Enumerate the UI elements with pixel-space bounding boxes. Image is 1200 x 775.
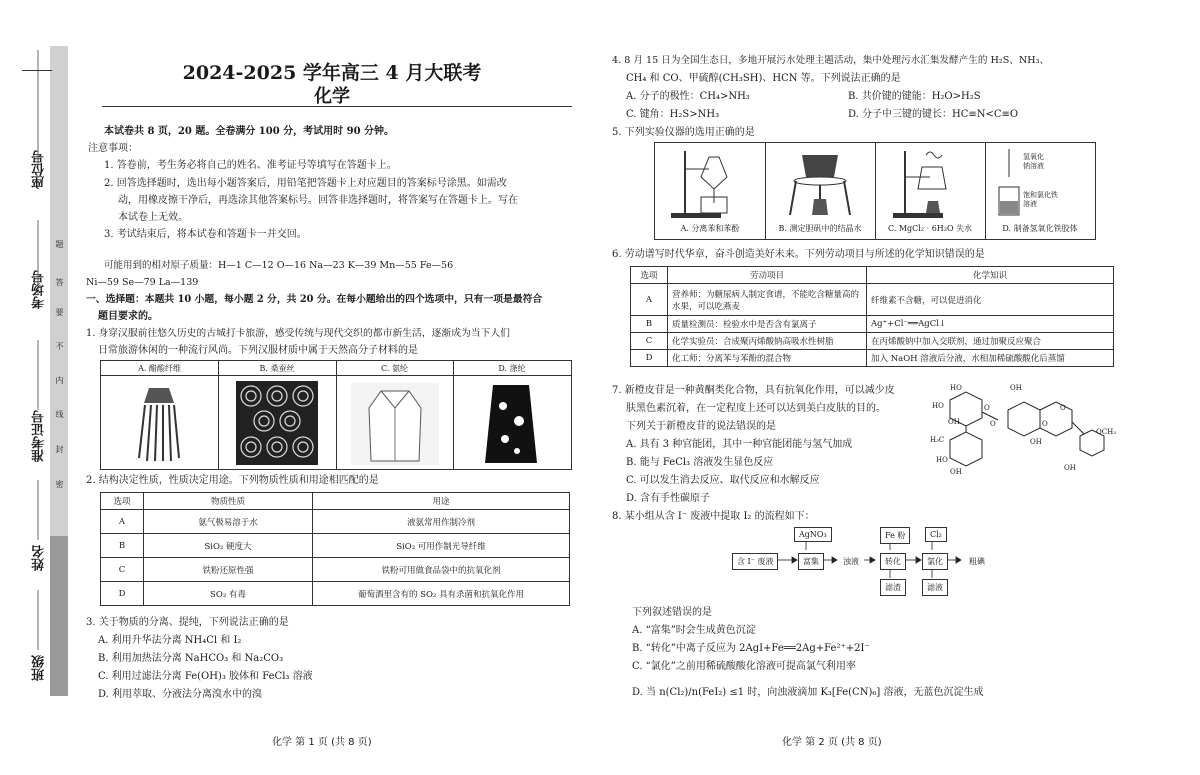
note-2: 2. 回答选择题时，选出每小题答案后，用铅笔把答题卡上对应题目的答案标号涂黑。如需改 <box>104 178 507 189</box>
q2-table <box>100 492 570 606</box>
atomic-masses-1: 可能用到的相对原子质量：H—1 C—12 O—16 Na—23 K—39 Mn—55 Fe—56 <box>104 260 454 271</box>
struct-label: HO <box>936 456 948 464</box>
q4-option-d: D. 分子中三键的键长：HC≡N<C≡O <box>848 109 1019 120</box>
note-3: 3. 考试结束后，将本试卷和答题卡一并交回。 <box>104 229 307 240</box>
q5-option-d: D. 制备氢氧化铁胶体 <box>1002 224 1078 233</box>
table-row <box>631 316 1114 333</box>
q1-option-c: C. 氨纶 <box>381 364 408 373</box>
table-cell: 质量检测员：检验水中是否含有氯离子 <box>668 316 867 333</box>
silk-image <box>236 381 318 465</box>
table-row <box>631 333 1114 350</box>
table-cell: 在丙烯酸钠中加入交联剂，通过加聚反应聚合 <box>867 333 1114 350</box>
flow-enrich: 富集 <box>798 553 824 570</box>
intro: 本试卷共 8 页，20 题。全卷满分 100 分，考试用时 90 分钟。 <box>104 126 395 137</box>
heating-apparatus-image <box>890 147 970 219</box>
q4-option-b: B. 共价键的键能：H₂O>H₂S <box>848 91 981 102</box>
table-cell: 纤维素不含糖，可以促进消化 <box>867 284 1114 316</box>
seal-char: 要 <box>55 308 64 316</box>
polyester-image <box>481 381 541 467</box>
struct-label: OH <box>948 418 960 426</box>
table-cell: 铁粉可用做食品袋中的抗氧化剂 <box>313 558 570 582</box>
table-row <box>101 534 570 558</box>
binding-lines <box>18 40 58 700</box>
q3-option-a: A. 利用升华法分离 NH₄Cl 和 I₂ <box>98 635 242 646</box>
struct-label: HO <box>950 384 962 392</box>
table-cell: SO₂ 有毒 <box>144 582 313 606</box>
table-header: 物质性质 <box>144 493 313 510</box>
table-header-row <box>631 267 1114 284</box>
q1-option-d: D. 涤纶 <box>498 364 526 373</box>
q7-option-d: D. 含有手性碳原子 <box>626 493 711 504</box>
section-1-header: 一、选择题：本题共 10 小题，每小题 2 分，共 20 分。在每小题给出的四个选项中，只有一项是最符合 <box>86 294 543 305</box>
table-cell: C <box>631 333 668 350</box>
table-row <box>101 582 570 606</box>
q4-stem-b: CH₄ 和 CO、甲硫醇(CH₃SH)、HCN 等。下列说法正确的是 <box>626 73 901 84</box>
seal-char: 封 <box>55 445 64 453</box>
q4-stem: 4. 8 月 15 日为全国生态日，多地开展污水处理主题活动，集中处理污水汇集发酵产生的 H₂S、NH₃、 <box>612 55 1050 66</box>
seal-char: 线 <box>55 410 64 418</box>
q8-option-b: B. “转化”中离子反应为 2AgI+Fe══2Ag+Fe²⁺+2I⁻ <box>632 643 870 654</box>
q8-option-d: D. 当 n(Cl₂)/n(FeI₂) ≤1 时，向浊液滴加 K₃[Fe(CN)₆] 溶液，无蓝色沉淀生成 <box>632 687 984 698</box>
table-cell: A <box>631 284 668 316</box>
binding-strip <box>0 0 80 775</box>
table-header: 选项 <box>101 493 144 510</box>
table-cell: 氨气极易溶于水 <box>144 510 313 534</box>
table-cell: Ag⁺+Cl⁻══AgCl↓ <box>867 316 1114 333</box>
table-cell: A <box>101 510 144 534</box>
q2-stem: 2. 结构决定性质，性质决定用途。下列物质性质和用途相匹配的是 <box>86 475 379 486</box>
table-cell: 铁粉还原性强 <box>144 558 313 582</box>
table-cell: 液氨常用作制冷剂 <box>313 510 570 534</box>
table-cell: B <box>101 534 144 558</box>
q8-question: 下列叙述错误的是 <box>632 607 712 618</box>
name-label: 姓名 <box>32 545 47 571</box>
q7-option-c: C. 可以发生消去反应、取代反应和水解反应 <box>626 475 820 486</box>
table-cell: 营养师：为糖尿病人制定食谱，不能吃含糖量高的水果，可以吃燕麦 <box>668 284 867 316</box>
table-cell: SiO₂ 硬度大 <box>144 534 313 558</box>
flow-cl2: Cl₂ <box>925 527 947 542</box>
table-cell: C <box>101 558 144 582</box>
note-1: 1. 答卷前，考生务必将自己的姓名、准考证号等填写在答题卡上。 <box>104 160 397 171</box>
flow-turbid: 浊液 <box>838 553 864 570</box>
q7-option-a: A. 具有 3 种官能团，其中一种官能团能与氢气加成 <box>626 439 853 450</box>
q5-d-label-1: 氢氧化 钠溶液 <box>1023 153 1044 170</box>
q8-option-c: C. “氯化”之前用稀硫酸酸化溶液可提高氯气利用率 <box>632 661 856 672</box>
seal-char: 题 <box>55 240 64 248</box>
q7-stem-b: 肤黑色素沉着，在一定程度上还可以达到美白皮肤的目的。 <box>626 403 886 414</box>
q1-stem-b: 日常旅游休闲的一种流行风尚。下列汉服材质中属于天然高分子材料的是 <box>98 345 418 356</box>
page-1-footer: 化学 第 1 页 (共 8 页) <box>272 737 372 748</box>
table-row <box>101 510 570 534</box>
table-cell: SiO₂ 可用作制光导纤维 <box>313 534 570 558</box>
q3-stem: 3. 关于物质的分离、提纯，下列说法正确的是 <box>86 617 289 628</box>
page-2-footer: 化学 第 2 页 (共 8 页) <box>782 737 882 748</box>
struct-label: OH <box>1064 464 1076 472</box>
section-1-header-b: 题目要求的。 <box>98 311 158 322</box>
crucible-image <box>780 147 860 219</box>
spandex-image <box>351 383 439 465</box>
struct-label: O <box>990 420 996 428</box>
flow-chlorinate: 氯化 <box>922 553 948 570</box>
struct-label: OH <box>1010 384 1022 392</box>
flow-feed: 含 I⁻ 废液 <box>732 553 778 570</box>
q1-stem: 1. 身穿汉服前往悠久历史的古城打卡旅游，感受传统与现代交织的都市新生活，逐渐成为当下人们 <box>86 328 510 339</box>
seal-char: 密 <box>55 480 64 488</box>
q6-stem: 6. 劳动谱写时代华章，奋斗创造美好未来。下列劳动项目与所述的化学知识错误的是 <box>612 249 985 260</box>
class-label: 班级 <box>32 655 47 681</box>
struct-label: HO <box>932 402 944 410</box>
q5-option-a: A. 分离苯和苯酚 <box>680 224 740 233</box>
q1-option-a: A. 醋酸纤维 <box>138 364 181 373</box>
acetate-fiber-image <box>129 383 189 463</box>
flow-crude-iodine: 粗碘 <box>964 553 990 570</box>
atomic-masses-2: Ni—59 Se—79 La—139 <box>86 277 199 288</box>
table-cell: 加入 NaOH 溶液后分液，水相加稀硫酸酸化后蒸馏 <box>867 350 1114 367</box>
table-cell: D <box>101 582 144 606</box>
q8-option-a: A. “富集”时会生成黄色沉淀 <box>632 625 756 636</box>
q8-stem: 8. 某小组从含 I⁻ 废液中提取 I₂ 的流程如下： <box>612 511 815 522</box>
struct-label: O <box>1060 404 1066 412</box>
q7-option-b: B. 能与 FeCl₃ 溶液发生显色反应 <box>626 457 774 468</box>
struct-label: OH <box>1030 438 1042 446</box>
table-header-row <box>101 493 570 510</box>
q4-option-a: A. 分子的极性：CH₄>NH₃ <box>626 91 750 102</box>
flow-filtrate: 滤液 <box>922 579 948 596</box>
q1-options-box <box>100 360 572 470</box>
q4-option-c: C. 键角：H₂S>NH₃ <box>626 109 720 120</box>
table-cell: D <box>631 350 668 367</box>
table-cell: 化学实验员：合成聚丙烯酸钠高吸水性树脂 <box>668 333 867 350</box>
seat-label: 座位号 <box>32 150 47 189</box>
flow-fe-powder: Fe 粉 <box>880 527 910 544</box>
seal-char: 内 <box>55 376 64 384</box>
table-header: 化学知识 <box>867 267 1114 284</box>
exam-title: 2024-2025 学年高三 4 月大联考 <box>182 62 482 84</box>
table-header: 选项 <box>631 267 668 284</box>
note-2b: 动，用橡皮擦干净后，再选涂其他答案标号。回答非选择题时，将答案写在答题卡上。写在 <box>118 195 518 206</box>
q5-stem: 5. 下列实验仪器的选用正确的是 <box>612 127 755 138</box>
table-cell: 化工师：分离苯与苯酚的混合物 <box>668 350 867 367</box>
exam-room-label: 考场号 <box>32 270 47 309</box>
q5-d-label-2: 饱和氯化铁 溶液 <box>1023 191 1058 208</box>
q3-option-c: C. 利用过滤法分离 Fe(OH)₃ 胶体和 FeCl₃ 溶液 <box>98 671 313 682</box>
table-cell: B <box>631 316 668 333</box>
q7-stem-c: 下列关于新橙皮苷的说法错误的是 <box>626 421 776 432</box>
struct-label: OCH₃ <box>1096 428 1117 436</box>
q1-option-b: B. 桑蚕丝 <box>259 364 295 373</box>
q3-option-d: D. 利用萃取、分液法分离溴水中的溴 <box>98 689 263 700</box>
seal-char: 答 <box>55 278 64 286</box>
table-header: 劳动项目 <box>668 267 867 284</box>
struct-label: OH <box>950 468 962 476</box>
title-rule <box>102 106 572 107</box>
q6-table <box>630 266 1114 367</box>
admission-label: 准考证号 <box>32 410 47 462</box>
notes-title: 注意事项： <box>88 143 138 154</box>
table-cell: 葡萄酒里含有的 SO₂ 具有杀菌和抗氧化作用 <box>313 582 570 606</box>
seal-char: 不 <box>55 342 64 350</box>
q5-apparatus-box <box>654 142 1096 240</box>
note-2c: 本试卷上无效。 <box>118 212 188 223</box>
exam-subject: 化学 <box>314 86 350 107</box>
struct-label: O <box>1042 420 1048 428</box>
neohesperidin-structure <box>930 382 1110 478</box>
struct-label: O <box>984 404 990 412</box>
q5-option-c: C. MgCl₂ · 6H₂O 失水 <box>887 224 973 233</box>
q7-stem: 7. 新橙皮苷是一种黄酮类化合物，具有抗氧化作用，可以减少皮 <box>612 385 895 396</box>
q5-option-b: B. 测定胆矾中的结晶水 <box>778 224 862 233</box>
flow-convert: 转化 <box>880 553 906 570</box>
table-row <box>631 284 1114 316</box>
colloid-prep-image <box>995 147 1023 219</box>
table-row <box>101 558 570 582</box>
table-row <box>631 350 1114 367</box>
separatory-funnel-image <box>665 147 755 219</box>
flow-residue: 滤渣 <box>880 579 906 596</box>
q3-option-b: B. 利用加热法分离 NaHCO₃ 和 Na₂CO₃ <box>98 653 284 664</box>
flow-agno3: AgNO₃ <box>794 527 832 542</box>
struct-label: H₃C <box>930 436 945 444</box>
table-header: 用途 <box>313 493 570 510</box>
